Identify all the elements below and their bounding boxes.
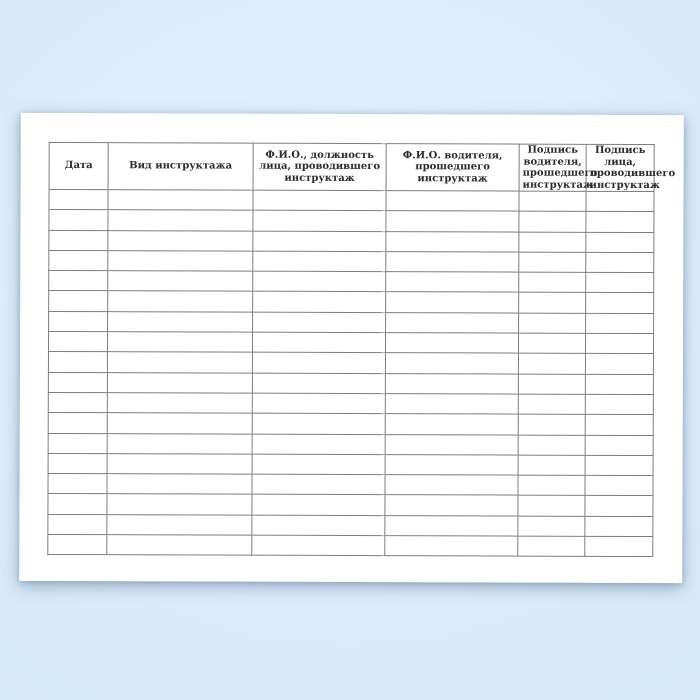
table-cell xyxy=(585,435,653,456)
table-cell xyxy=(586,252,654,273)
header-cell-driver-signature: Подпись водителя, прошедшего инструктаж xyxy=(519,144,586,191)
table-row xyxy=(48,453,653,475)
table-cell xyxy=(48,514,107,535)
table-cell xyxy=(48,494,107,515)
table-cell xyxy=(585,374,653,395)
table-body xyxy=(48,189,654,556)
table-cell xyxy=(107,372,252,393)
table-cell xyxy=(252,332,385,353)
table-cell xyxy=(48,413,107,434)
table-cell xyxy=(586,313,654,334)
table-cell xyxy=(107,332,252,353)
table-cell xyxy=(253,292,386,313)
table-cell xyxy=(252,454,385,475)
table-cell xyxy=(385,333,518,354)
table-cell xyxy=(107,413,252,434)
header-cell-instructor-name: Ф.И.О., должность лица, проводившего инструктаж xyxy=(253,143,386,190)
table-cell xyxy=(519,252,586,273)
table-cell xyxy=(253,251,386,272)
table-cell xyxy=(49,271,108,292)
table-row xyxy=(48,534,653,556)
table-cell xyxy=(48,433,107,454)
table-cell xyxy=(518,475,585,496)
table-cell xyxy=(48,474,107,495)
table-cell xyxy=(253,190,386,211)
table-cell xyxy=(585,475,653,496)
table-cell xyxy=(586,273,654,294)
table-cell xyxy=(49,250,108,271)
table-row xyxy=(48,413,653,435)
table-row xyxy=(49,250,654,272)
table-cell xyxy=(585,394,653,415)
table-cell xyxy=(585,415,653,436)
table-cell xyxy=(518,333,585,354)
table-cell xyxy=(252,434,385,455)
table-row xyxy=(48,474,653,496)
table-cell xyxy=(48,352,107,373)
table-cell xyxy=(386,252,519,273)
table-cell xyxy=(586,293,654,314)
table-cell xyxy=(253,312,386,333)
table-cell xyxy=(386,312,519,333)
table-cell xyxy=(585,536,653,557)
table-cell xyxy=(252,373,385,394)
briefing-log-table xyxy=(47,142,676,557)
table-cell xyxy=(519,272,586,293)
table-cell xyxy=(107,454,252,475)
table-row xyxy=(49,210,654,232)
table-row xyxy=(48,392,653,414)
table-cell xyxy=(48,332,107,353)
table-row xyxy=(48,372,653,394)
table-cell xyxy=(49,291,108,312)
table-cell xyxy=(385,394,518,415)
table-cell xyxy=(386,191,519,212)
table-cell xyxy=(386,231,519,252)
header-cell-driver-name: Ф.И.О. водителя, прошедшего инструктаж xyxy=(386,144,519,191)
table-cell xyxy=(385,373,518,394)
table-cell xyxy=(252,495,385,516)
table-cell xyxy=(519,293,586,314)
table-cell xyxy=(253,210,386,231)
table-cell xyxy=(385,434,518,455)
table-cell xyxy=(108,271,253,292)
table-row xyxy=(49,271,654,293)
table-cell xyxy=(49,311,108,332)
table-cell xyxy=(108,190,253,211)
table-cell xyxy=(586,232,654,253)
table-cell xyxy=(518,516,585,537)
table-cell xyxy=(385,475,518,496)
table-cell xyxy=(253,231,386,252)
table-cell xyxy=(585,516,653,537)
table-cell xyxy=(107,514,252,535)
table-cell xyxy=(48,392,107,413)
table-cell xyxy=(48,453,107,474)
table-cell xyxy=(252,353,385,374)
table-cell xyxy=(518,435,585,456)
table-cell xyxy=(49,189,108,210)
table-cell xyxy=(107,494,252,515)
table-row xyxy=(49,189,654,211)
table-row xyxy=(48,514,653,536)
table-row xyxy=(49,291,654,313)
header-cell-date: Дата xyxy=(49,142,108,189)
table-cell xyxy=(108,230,253,251)
table-cell xyxy=(252,515,385,536)
table-header-row xyxy=(49,142,654,191)
table-cell xyxy=(107,352,252,373)
table-cell xyxy=(49,230,108,251)
table-cell xyxy=(108,291,253,312)
table-cell xyxy=(518,496,585,517)
table-cell xyxy=(585,333,653,354)
table-cell xyxy=(252,474,385,495)
table-cell xyxy=(518,374,585,395)
table-cell xyxy=(385,414,518,435)
table-cell xyxy=(107,433,252,454)
table-cell xyxy=(385,495,518,516)
table-cell xyxy=(385,454,518,475)
table-cell xyxy=(108,210,253,231)
table-cell xyxy=(518,536,585,557)
table-cell xyxy=(585,455,653,476)
table-cell xyxy=(519,211,586,232)
table-cell xyxy=(585,496,653,517)
table-cell xyxy=(385,353,518,374)
table-cell xyxy=(108,251,253,272)
table-cell xyxy=(252,535,385,556)
table-cell xyxy=(48,534,107,555)
table-cell xyxy=(385,515,518,536)
table-cell xyxy=(585,354,653,375)
table-cell xyxy=(518,455,585,476)
table-cell xyxy=(107,474,252,495)
table-cell xyxy=(586,191,654,212)
paper-sheet xyxy=(19,113,684,583)
table-cell xyxy=(519,313,586,334)
table-row xyxy=(48,332,653,354)
header-cell-briefing-type: Вид инструктажа xyxy=(108,143,253,191)
table-row xyxy=(48,352,653,374)
table-cell xyxy=(586,212,654,233)
table-cell xyxy=(386,272,519,293)
table-cell xyxy=(518,394,585,415)
table-row xyxy=(49,230,654,252)
table-cell xyxy=(107,393,252,414)
table-cell xyxy=(252,413,385,434)
table-cell xyxy=(252,393,385,414)
table-cell xyxy=(48,372,107,393)
table-cell xyxy=(107,535,252,556)
table-cell xyxy=(519,191,586,212)
table-row xyxy=(48,433,653,455)
table-cell xyxy=(519,232,586,253)
table-row xyxy=(49,311,654,333)
table-cell xyxy=(518,353,585,374)
table-cell xyxy=(108,311,253,332)
table-cell xyxy=(518,414,585,435)
table-cell xyxy=(386,211,519,232)
table-cell xyxy=(253,271,386,292)
header-cell-instructor-signature: Подпись лица, проводившего инструктаж xyxy=(586,144,654,191)
table-cell xyxy=(49,210,108,231)
table-row xyxy=(48,494,653,516)
table-cell xyxy=(385,536,518,557)
table-cell xyxy=(386,292,519,313)
